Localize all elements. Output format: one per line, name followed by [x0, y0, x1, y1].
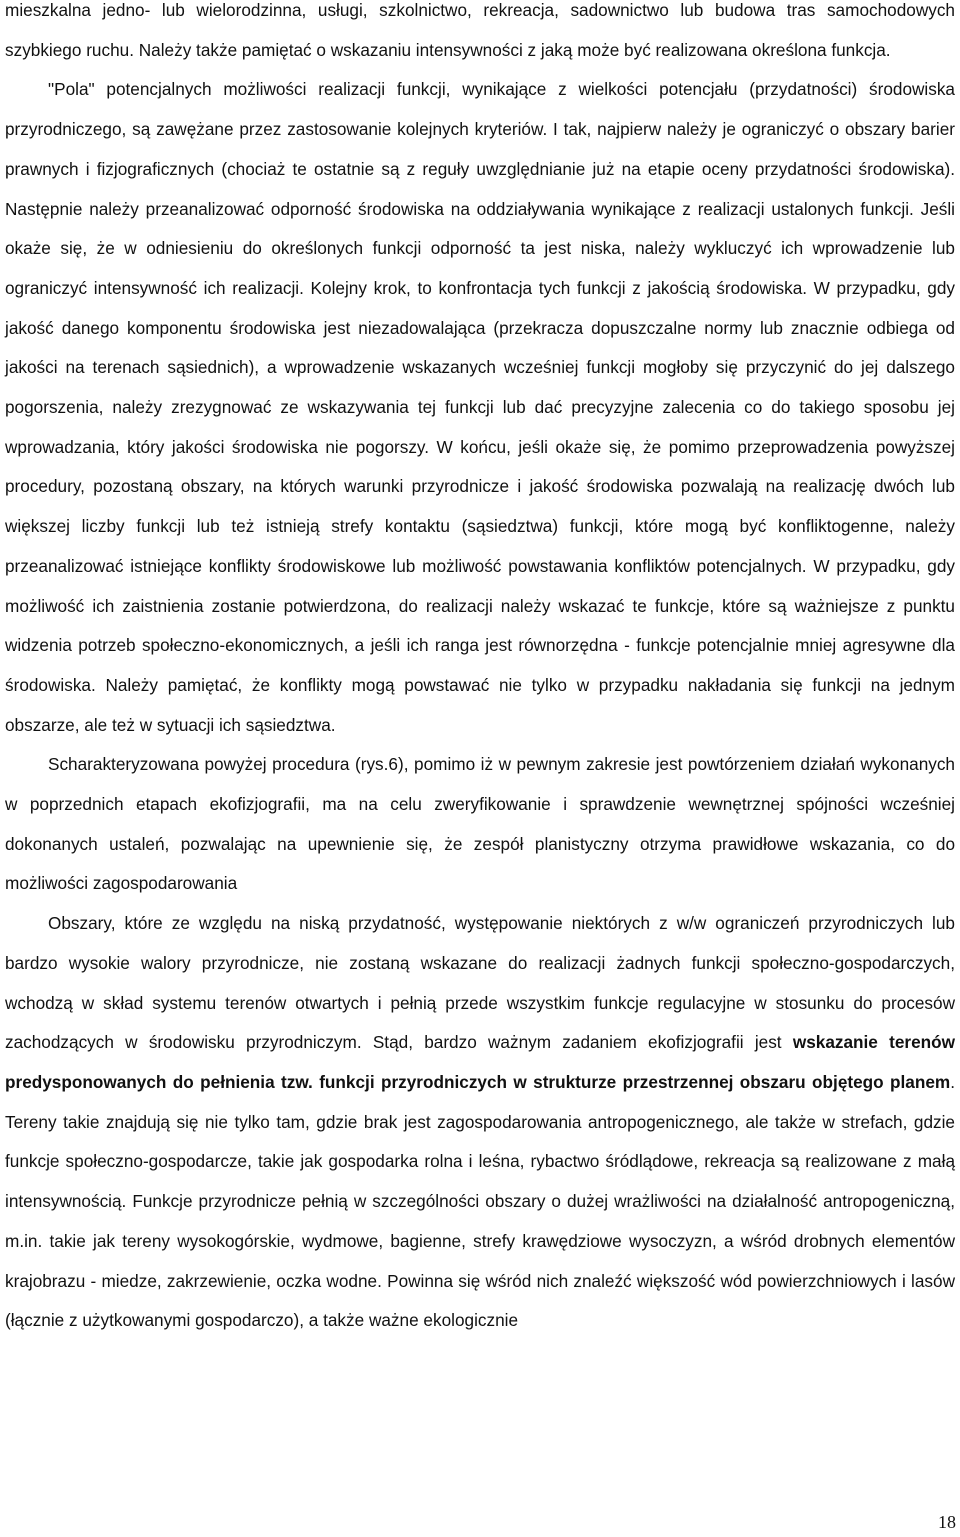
paragraph-procedure-summary: Scharakteryzowana powyżej procedura (rys.6), pomimo iż w pewnym zakresie jest powtórzeniem działań wykonanych w poprzednich etapach ekofizjografii, ma na celu zweryfikowanie i sprawdzenie wewnętrznej spójności wcześniej dokonanych ustaleń, pozwalając na upewnienie się, że zespół planistyczny otrzyma prawidłowe wskazania, co do możliwości zagospodarowania	[5, 754, 955, 894]
paragraph-open-areas-end: . Tereny takie znajdują się nie tylko tam, gdzie brak jest zagospodarowania antropogenicznego, ale także w strefach, gdzie funkcje społeczno-gospodarcze, takie jak gospodarka rolna i leśna, rybactwo śródlądowe, rekreacja są realizowane z małą intensywnością. Funkcje przyrodnicze pełnią w szczególności obszary o dużej wrażliwości na działalność antropogeniczną, m.in. takie jak tereny wysokogórskie, wydmowe, bagienne, strefy krawędziowe wysoczyzn, a wśród drobnych elementów krajobrazu - miedze, zakrzewienie, oczka wodne. Powinna się wśród nich znaleźć większość wód powierzchniowych i lasów (łącznie z użytkowanymi gospodarczo), a także ważne ekologicznie	[5, 1071, 955, 1331]
paragraph-continuation: mieszkalna jedno- lub wielorodzinna, usługi, szkolnictwo, rekreacja, sadownictwo lub budowa tras samochodowych szybkiego ruchu. Należy także pamiętać o wskazaniu intensywności z jaką może być realizowana określona funkcja.	[5, 0, 955, 60]
paragraph-open-areas-emphasis: wskazanie terenów predysponowanych do pełnienia tzw. funkcji przyrodniczych w strukturze przestrzennej obszaru objętego planem	[5, 1032, 955, 1092]
paragraph-open-areas-start: Obszary, które ze względu na niską przydatność, występowanie niektórych z w/w ograniczeń przyrodniczych lub bardzo wysokie walory przyrodnicze, nie zostaną wskazane do realizacji żadnych funkcji społeczno-gospodarczych, wchodzą w skład systemu terenów otwartych i pełnią przede wszystkim funkcje regulacyjne w stosunku do procesów zachodzących w środowisku przyrodniczym. Stąd, bardzo ważnym zadaniem ekofizjografii jest	[5, 913, 955, 1053]
document-page	[5, 0, 955, 1341]
paragraph-function-fields: "Pola" potencjalnych możliwości realizacji funkcji, wynikające z wielkości potencjału (przydatności) środowiska przyrodniczego, są zawężane przez zastosowanie kolejnych kryteriów. I tak, najpierw należy je ograniczyć o obszary barier prawnych i fizjograficznych (chociaż te ostatnie są z reguły uwzględnianie już na etapie oceny przydatności środowiska). Następnie należy przeanalizować odporność środowiska na oddziaływania wynikające z realizacji ustalonych funkcji. Jeśli okaże się, że w odniesieniu do określonych funkcji odporność ta jest niska, należy wykluczyć ich wprowadzenie lub ograniczyć intensywność ich realizacji. Kolejny krok, to konfrontacja tych funkcji z jakością środowiska. W przypadku, gdy jakość danego komponentu środowiska jest niezadowalająca (przekracza dopuszczalne normy lub znacznie odbiega od jakości na terenach sąsiednich), a wprowadzenie wskazanych wcześniej funkcji mogłoby się przyczynić do jej dalszego pogorszenia, należy zrezygnować ze wskazywania tej funkcji lub dać precyzyjne zalecenia co do takiego sposobu jej wprowadzania, który jakości środowiska nie pogorszy. W końcu, jeśli okaże się, że pomimo przeprowadzenia powyższej procedury, pozostaną obszary, na których warunki przyrodnicze i jakość środowiska pozwalają na realizację dwóch lub większej liczby funkcji lub też istnieją strefy kontaktu (sąsiedztwa) funkcji, które mogą być konfliktogenne, należy przeanalizować istniejące konflikty środowiskowe lub możliwość powstawania konfliktów potencjalnych. W przypadku, gdy możliwość ich zaistnienia zostanie potwierdzona, do realizacji należy wskazać te funkcje, które są ważniejsze z punktu widzenia potrzeb społeczno-ekonomicznych, a jeśli ich ranga jest równorzędna - funkcje potencjalnie mniej agresywne dla środowiska. Należy pamiętać, że konflikty mogą powstawać nie tylko w przypadku nakładania się funkcji na jednym obszarze, ale też w sytuacji ich sąsiedztwa.	[5, 79, 955, 735]
paragraph-open-areas	[5, 904, 955, 1341]
page-number: 18	[938, 1512, 956, 1532]
